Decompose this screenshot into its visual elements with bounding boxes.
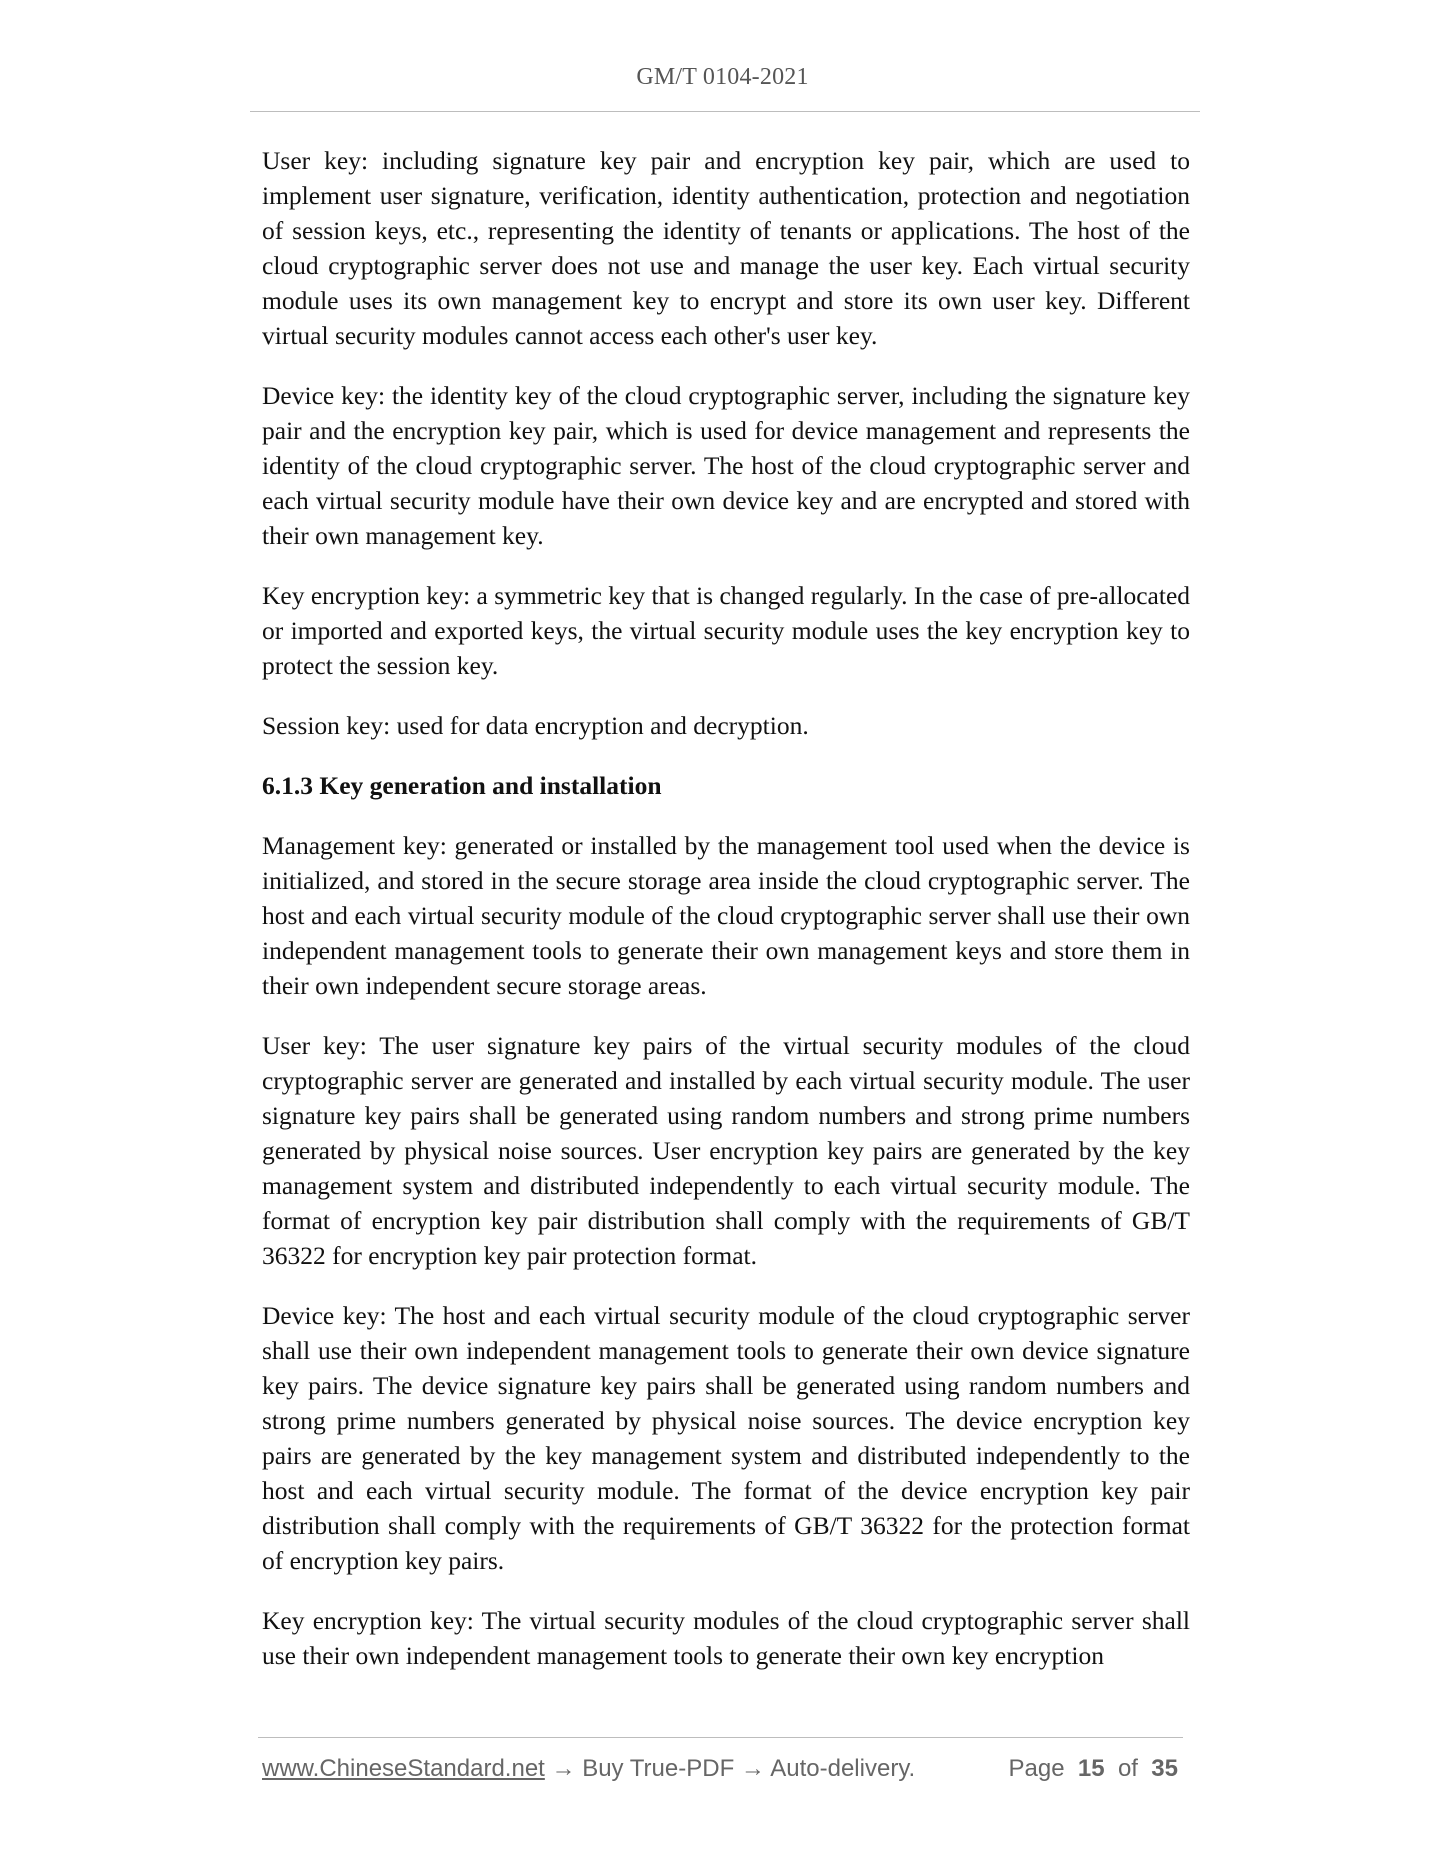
total-pages-number: 35	[1151, 1755, 1178, 1782]
paragraph-user-key: User key: including signature key pair and encryption key pair, which are used to implement user signature, verification, identity authentication, protection and negotiation of session keys, etc., representing the identity of tenants or applications. The host of the cloud cryptographic server does not use and manage the user key. Each virtual security module uses its own management key to encrypt and store its own user key. Different virtual security modules cannot access each other's user key.	[262, 146, 1190, 350]
paragraph-device-key-generation: Device key: The host and each virtual security module of the cloud cryptographic server shall use their own independent management tools to generate their own device signature key pairs. The device signature key pairs shall be generated using random numbers and strong prime numbers generated by physical noise sources. The device encryption key pairs are generated by the key management system and distributed independently to the host and each virtual security module. The format of the device encryption key pair distribution shall comply with the requirements of GB/T 36322 for the protection format of encryption key pairs.	[262, 1301, 1190, 1575]
buy-text: Buy True-PDF	[582, 1755, 735, 1782]
page-indicator	[1008, 1752, 1178, 1786]
footer-promo	[262, 1752, 915, 1786]
paragraph-key-encryption-key-generation: Key encryption key: The virtual security modules of the cloud cryptographic server shall use their own independent management tools to generate their own key encryption	[262, 1606, 1190, 1670]
of-label: of	[1117, 1755, 1138, 1782]
header-divider	[250, 111, 1200, 112]
footer-divider	[258, 1737, 1183, 1738]
document-body	[262, 143, 1190, 1698]
arrow-icon: →	[734, 1755, 771, 1782]
paragraph-key-encryption-key: Key encryption key: a symmetric key that is changed regularly. In the case of pre-allocated or imported and exported keys, the virtual security module uses the key encryption key to protect the session key.	[262, 581, 1191, 680]
paragraph-user-key-generation: User key: The user signature key pairs of the virtual security modules of the cloud cryptographic server are generated and installed by each virtual security module. The user signature key pairs shall be generated using random numbers and strong prime numbers generated by physical noise sources. User encryption key pairs are generated by the key management system and distributed independently to each virtual security module. The format of encryption key pair distribution shall comply with the requirements of GB/T 36322 for encryption key pair protection format.	[262, 1031, 1190, 1270]
website-link[interactable]: www.ChineseStandard.net	[262, 1755, 545, 1782]
paragraph-management-key-generation: Management key: generated or installed by the management tool used when the device is initialized, and stored in the secure storage area inside the cloud cryptographic server. The host and each virtual security module of the cloud cryptographic server shall use their own independent management tools to generate their own management keys and store them in their own independent secure storage areas.	[262, 831, 1190, 1000]
arrow-icon: →	[544, 1755, 583, 1782]
delivery-text: Auto-delivery.	[770, 1755, 916, 1782]
section-heading: 6.1.3 Key generation and installation	[262, 771, 662, 800]
page-label: Page	[1008, 1755, 1065, 1782]
paragraph-device-key: Device key: the identity key of the cloud cryptographic server, including the signature key pair and the encryption key pair, which is used for device management and represents the identity of the cloud cryptographic server. The host of the cloud cryptographic server and each virtual security module have their own device key and are encrypted and stored with their own management key.	[262, 381, 1190, 550]
current-page-number: 15	[1077, 1755, 1105, 1782]
paragraph-session-key: Session key: used for data encryption and decryption.	[262, 711, 809, 740]
document-header-title: GM/T 0104-2021	[636, 64, 809, 90]
